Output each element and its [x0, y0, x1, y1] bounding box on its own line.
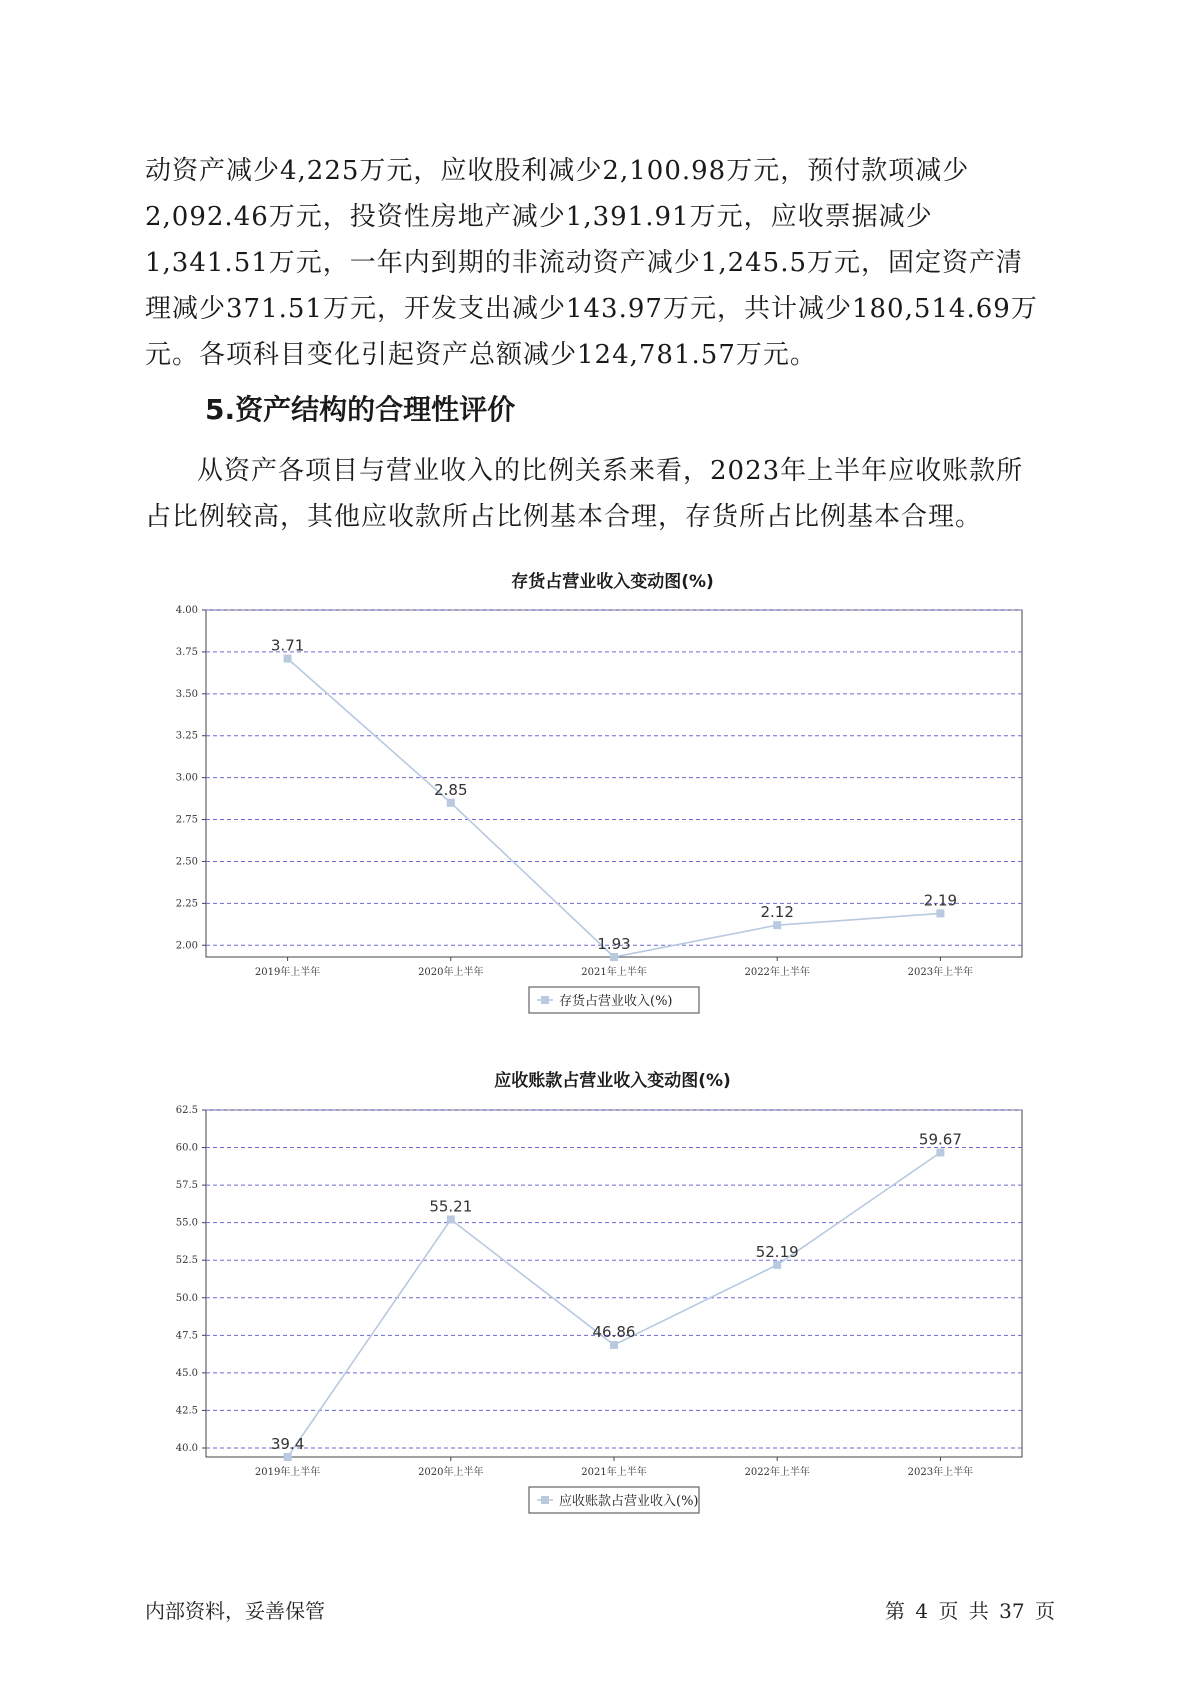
x-tick-label: 2021年上半年: [581, 1467, 647, 1478]
y-tick-label: 52.5: [175, 1255, 198, 1267]
y-tick-label: 50.0: [175, 1292, 198, 1304]
x-tick-label: 2019年上半年: [254, 967, 321, 978]
data-point: [773, 921, 781, 929]
x-tick-label: 2023年上半年: [907, 1467, 974, 1478]
x-tick-label: 2021年上半年: [581, 967, 647, 978]
x-tick-label: 2019年上半年: [254, 1467, 321, 1478]
y-tick-label: 3.75: [175, 646, 198, 658]
y-tick-label: 2.25: [175, 898, 198, 910]
data-point: [936, 909, 944, 917]
y-tick-label: 3.25: [175, 730, 198, 742]
footer-confidential-note: 内部资料，妥善保管: [145, 1599, 325, 1623]
legend-label: 存货占营业收入(%): [559, 994, 673, 1009]
y-tick-label: 40.0: [175, 1442, 198, 1454]
data-label: 39.4: [270, 1435, 305, 1453]
y-tick-label: 47.5: [175, 1330, 198, 1342]
legend: [529, 987, 699, 1013]
plot-area-frame: [206, 610, 1022, 957]
data-point: [284, 1453, 292, 1461]
receivables-ratio-chart: [0, 1090, 1060, 1520]
data-point: [773, 1261, 781, 1269]
y-tick-label: 3.00: [175, 772, 198, 784]
x-tick-label: 2022年上半年: [744, 967, 810, 978]
data-label: 3.71: [270, 636, 305, 655]
y-tick-label: 2.50: [175, 856, 198, 868]
body-paragraph-2: 从资产各项目与营业收入的比例关系来看，2023年上半年应收账款所占比例较高，其他应收款所占比例基本合理，存货所占比例基本合理。: [145, 456, 1024, 532]
y-tick-label: 2.00: [175, 940, 198, 952]
body-paragraph-1: 动资产减少4,225万元，应收股利减少2,100.98万元，预付款项减少2,092.46万元，投资性房地产减少1,391.91万元，应收票据减少1,341.51万元，一年内到期的非流动资产减少1,245.5万元，固定资产清理减少371.51万元，开发支出减少143.97万元，共计减少180,514.69万元。各项科目变化引起资产总额减少124,781.57万元。: [145, 156, 1038, 370]
data-label: 1.93: [597, 935, 631, 953]
data-label: 46.86: [592, 1322, 636, 1341]
footer-page-number: 第 4 页 共 37 页: [885, 1599, 1055, 1623]
y-tick-label: 55.0: [175, 1217, 198, 1229]
y-tick-label: 3.50: [175, 688, 198, 700]
plot-area-frame: [206, 1110, 1022, 1457]
x-tick-label: 2023年上半年: [907, 967, 974, 978]
data-label: 2.19: [923, 891, 958, 910]
data-point: [447, 799, 455, 807]
y-tick-label: 45.0: [175, 1367, 198, 1379]
series-line: [288, 659, 941, 957]
y-tick-label: 62.5: [175, 1105, 198, 1116]
section-heading: 5.资产结构的合理性评价: [205, 393, 516, 426]
chart1-title: 存货占营业收入变动图(%): [511, 572, 714, 592]
x-tick-label: 2020年上半年: [418, 967, 484, 978]
data-label: 2.85: [434, 780, 468, 799]
x-tick-label: 2020年上半年: [418, 1467, 484, 1478]
chart2-title: 应收账款占营业收入变动图(%): [494, 1071, 731, 1091]
data-label: 52.19: [755, 1242, 799, 1261]
data-label: 55.21: [429, 1197, 473, 1216]
series-line: [288, 1153, 941, 1457]
data-point: [936, 1149, 944, 1157]
legend-marker-swatch: [541, 996, 549, 1004]
y-tick-label: 4.00: [175, 605, 198, 616]
y-tick-label: 2.75: [175, 814, 198, 826]
data-label: 2.12: [760, 903, 794, 922]
inventory-ratio-chart: [0, 590, 1060, 1020]
y-tick-label: 42.5: [175, 1405, 198, 1417]
data-point: [610, 953, 618, 961]
legend-marker-swatch: [541, 1496, 549, 1504]
data-point: [610, 1341, 618, 1349]
x-tick-label: 2022年上半年: [744, 1467, 810, 1478]
data-label: 59.67: [918, 1130, 962, 1149]
y-tick-label: 60.0: [175, 1142, 198, 1154]
y-tick-label: 57.5: [175, 1180, 198, 1192]
legend: [529, 1487, 699, 1513]
data-point: [284, 655, 292, 663]
legend-label: 应收账款占营业收入(%): [559, 1494, 699, 1509]
data-point: [447, 1216, 455, 1224]
